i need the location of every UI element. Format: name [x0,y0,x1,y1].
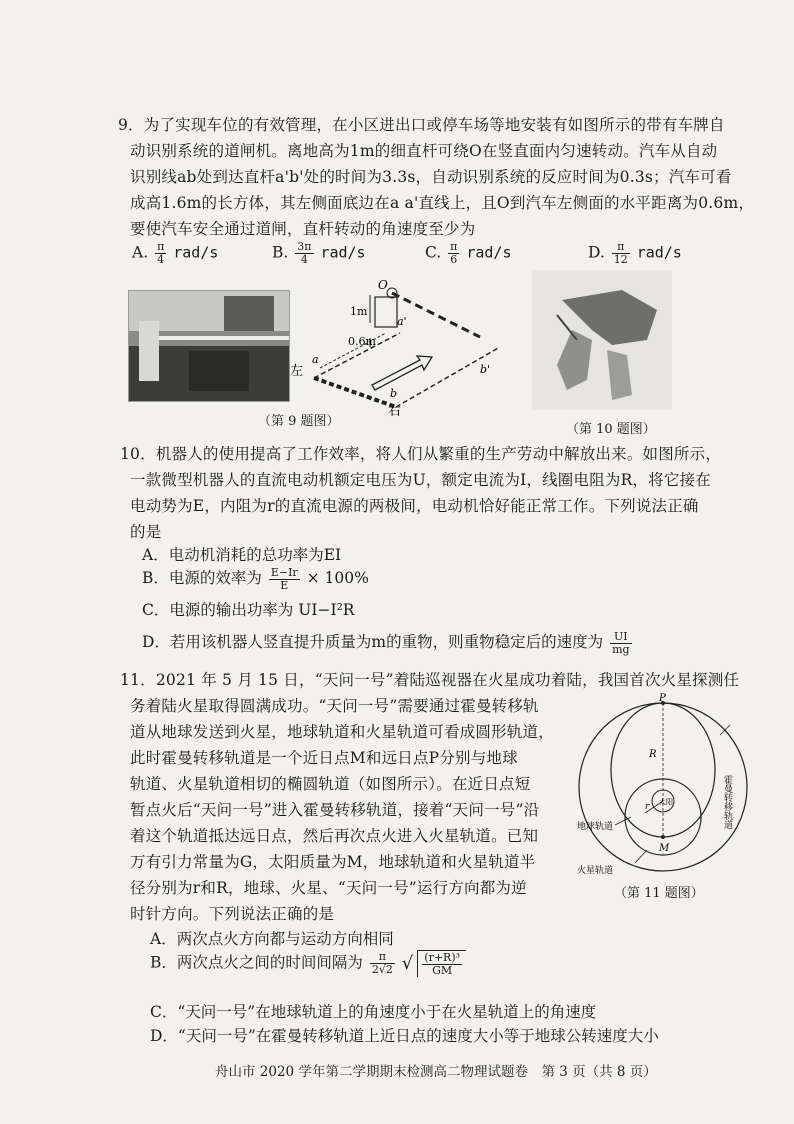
q9-label-height: 1m [350,305,368,318]
q10-line-2: 一款微型机器人的直流电动机额定电压为U，额定电流为I，线圈电阻为R，将它接在 [130,471,711,489]
q10-option-b: B．电源的效率为 $\frac{E-Ir}{E}$ × 100% [142,565,369,592]
q9-label-left: 左 [290,364,304,379]
q11-option-b: B．两次点火之间的时间间隔为 $\frac{\pi}{2√2}$ √ $\frac{\text{(r+R)³}}{GM}$ [150,950,466,977]
q9-label-a: a [312,353,319,366]
q11-label-sun: 太阳 [659,798,673,806]
q11-label-mars-orbit: 火星轨道 [577,866,614,876]
q11-label-big-r: R [649,749,657,760]
q9-label-b: b [390,387,398,400]
q10-option-d: D．若用该机器人竖直提升质量为m的重物，则重物稳定后的速度为 $\frac{UI}{mg}$ [142,629,630,656]
q11-label-transfer-orbit: 霍曼转移轨道 [722,775,732,829]
q9-line-5: 要使汽车安全通过道闸，直杆转动的角速度至少为 [130,220,476,238]
q9-label-distance: 0.6m [348,335,376,348]
q9-option-a: A. $\frac{\pi}{4}$ rad/s [132,240,219,266]
q11-label-m: M [659,843,670,854]
q11-line-1: 11．2021 年 5 月 15 日，“天问一号”着陆巡视器在火星成功着陆，我国首次火星探测任 [120,671,740,689]
q9-label-right: 右 [388,404,402,419]
q10-option-c: C．电源的输出功率为 UI−I²R [142,601,355,619]
q10-robot-photo [532,270,672,410]
q10-line-1: 10．机器人的使用提高了工作效率，将人们从繁重的生产劳动中解放出来。如图所示， [120,445,722,463]
q9-label-o: O [378,278,388,292]
q9-caption: （第 9 题图） [258,414,340,429]
q9-barrier-photo [128,290,290,402]
q11-line-4: 此时霍曼转移轨道是一个近日点M和远日点P分别与地球 [130,749,518,767]
q11-option-c: C．“天问一号”在地球轨道上的角速度小于在火星轨道上的角速度 [150,1003,597,1021]
q9-option-b: B. $\frac{3\pi}{4}$ rad/s [272,240,366,266]
q11-line-3: 道从地球发送到火星，地球轨道和火星轨道可看成圆形轨道， [130,723,554,741]
q9-gate-diagram [290,275,505,419]
q9-line-1: 9．为了实现车位的有效管理，在小区进出口或停车场等地安装有如图所示的带有车牌自 [118,116,725,134]
q10-line-4: 的是 [130,523,162,541]
q10-option-a: A．电动机消耗的总功率为EI [142,546,342,564]
q11-label-p: P [659,693,666,704]
q11-line-10: 时针方向。下列说法正确的是 [130,905,335,923]
q11-line-7: 着这个轨道抵达远日点，然后再次点火进入火星轨道。已知 [130,827,539,845]
page-footer: 舟山市 2020 学年第二学期期末检测高二物理试题卷 第 3 页（共 8 页） [215,1064,657,1080]
q11-line-6: 暂点火后“天问一号”进入霍曼转移轨道，接着“天问一号”沿 [130,801,540,819]
q9-option-c: C. $\frac{\pi}{6}$ rad/s [425,240,512,266]
q9-line-2: 动识别系统的道闸机。离地高为1m的细直杆可绕O在竖直面内匀速转动。汽车从自动 [130,142,718,160]
q11-line-2: 务着陆火星取得圆满成功。“天问一号”需要通过霍曼转移轨 [130,697,539,715]
q9-line-3: 识别线ab处到达直杆a'b'处的时间为3.3s，自动识别系统的反应时间为0.3s；汽车可看 [130,168,732,186]
q11-orbit-diagram [575,695,755,880]
q11-line-8: 万有引力常量为G，太阳质量为M，地球轨道和火星轨道半 [130,853,536,871]
q9-label-b-prime: b' [480,363,491,376]
q11-line-9: 径分别为r和R，地球、火星、“天问一号”运行方向都为逆 [130,879,527,897]
q11-line-5: 轨道、火星轨道相切的椭圆轨道（如图所示）。在近日点短 [130,775,531,793]
q11-caption: （第 11 题图） [614,886,704,901]
q11-option-a: A．两次点火方向都与运动方向相同 [150,930,394,948]
q11-label-small-r: r [645,802,650,812]
q9-option-d: D. $\frac{\pi}{12}$ rad/s [588,240,682,266]
q9-label-a-prime: a' [397,315,407,328]
q10-caption: （第 10 题图） [566,422,656,437]
q10-line-3: 电动势为E，内阻为r的直流电源的两极间，电动机恰好能正常工作。下列说法正确 [130,497,699,515]
q11-label-earth-orbit: 地球轨道 [577,822,614,832]
q11-option-d: D．“天问一号”在霍曼转移轨道上近日点的速度大小等于地球公转速度大小 [150,1027,659,1045]
q9-line-4: 成高1.6m的长方体，其左侧面底边在a a'直线上，且O到汽车左侧面的水平距离为0.6m， [130,194,755,212]
